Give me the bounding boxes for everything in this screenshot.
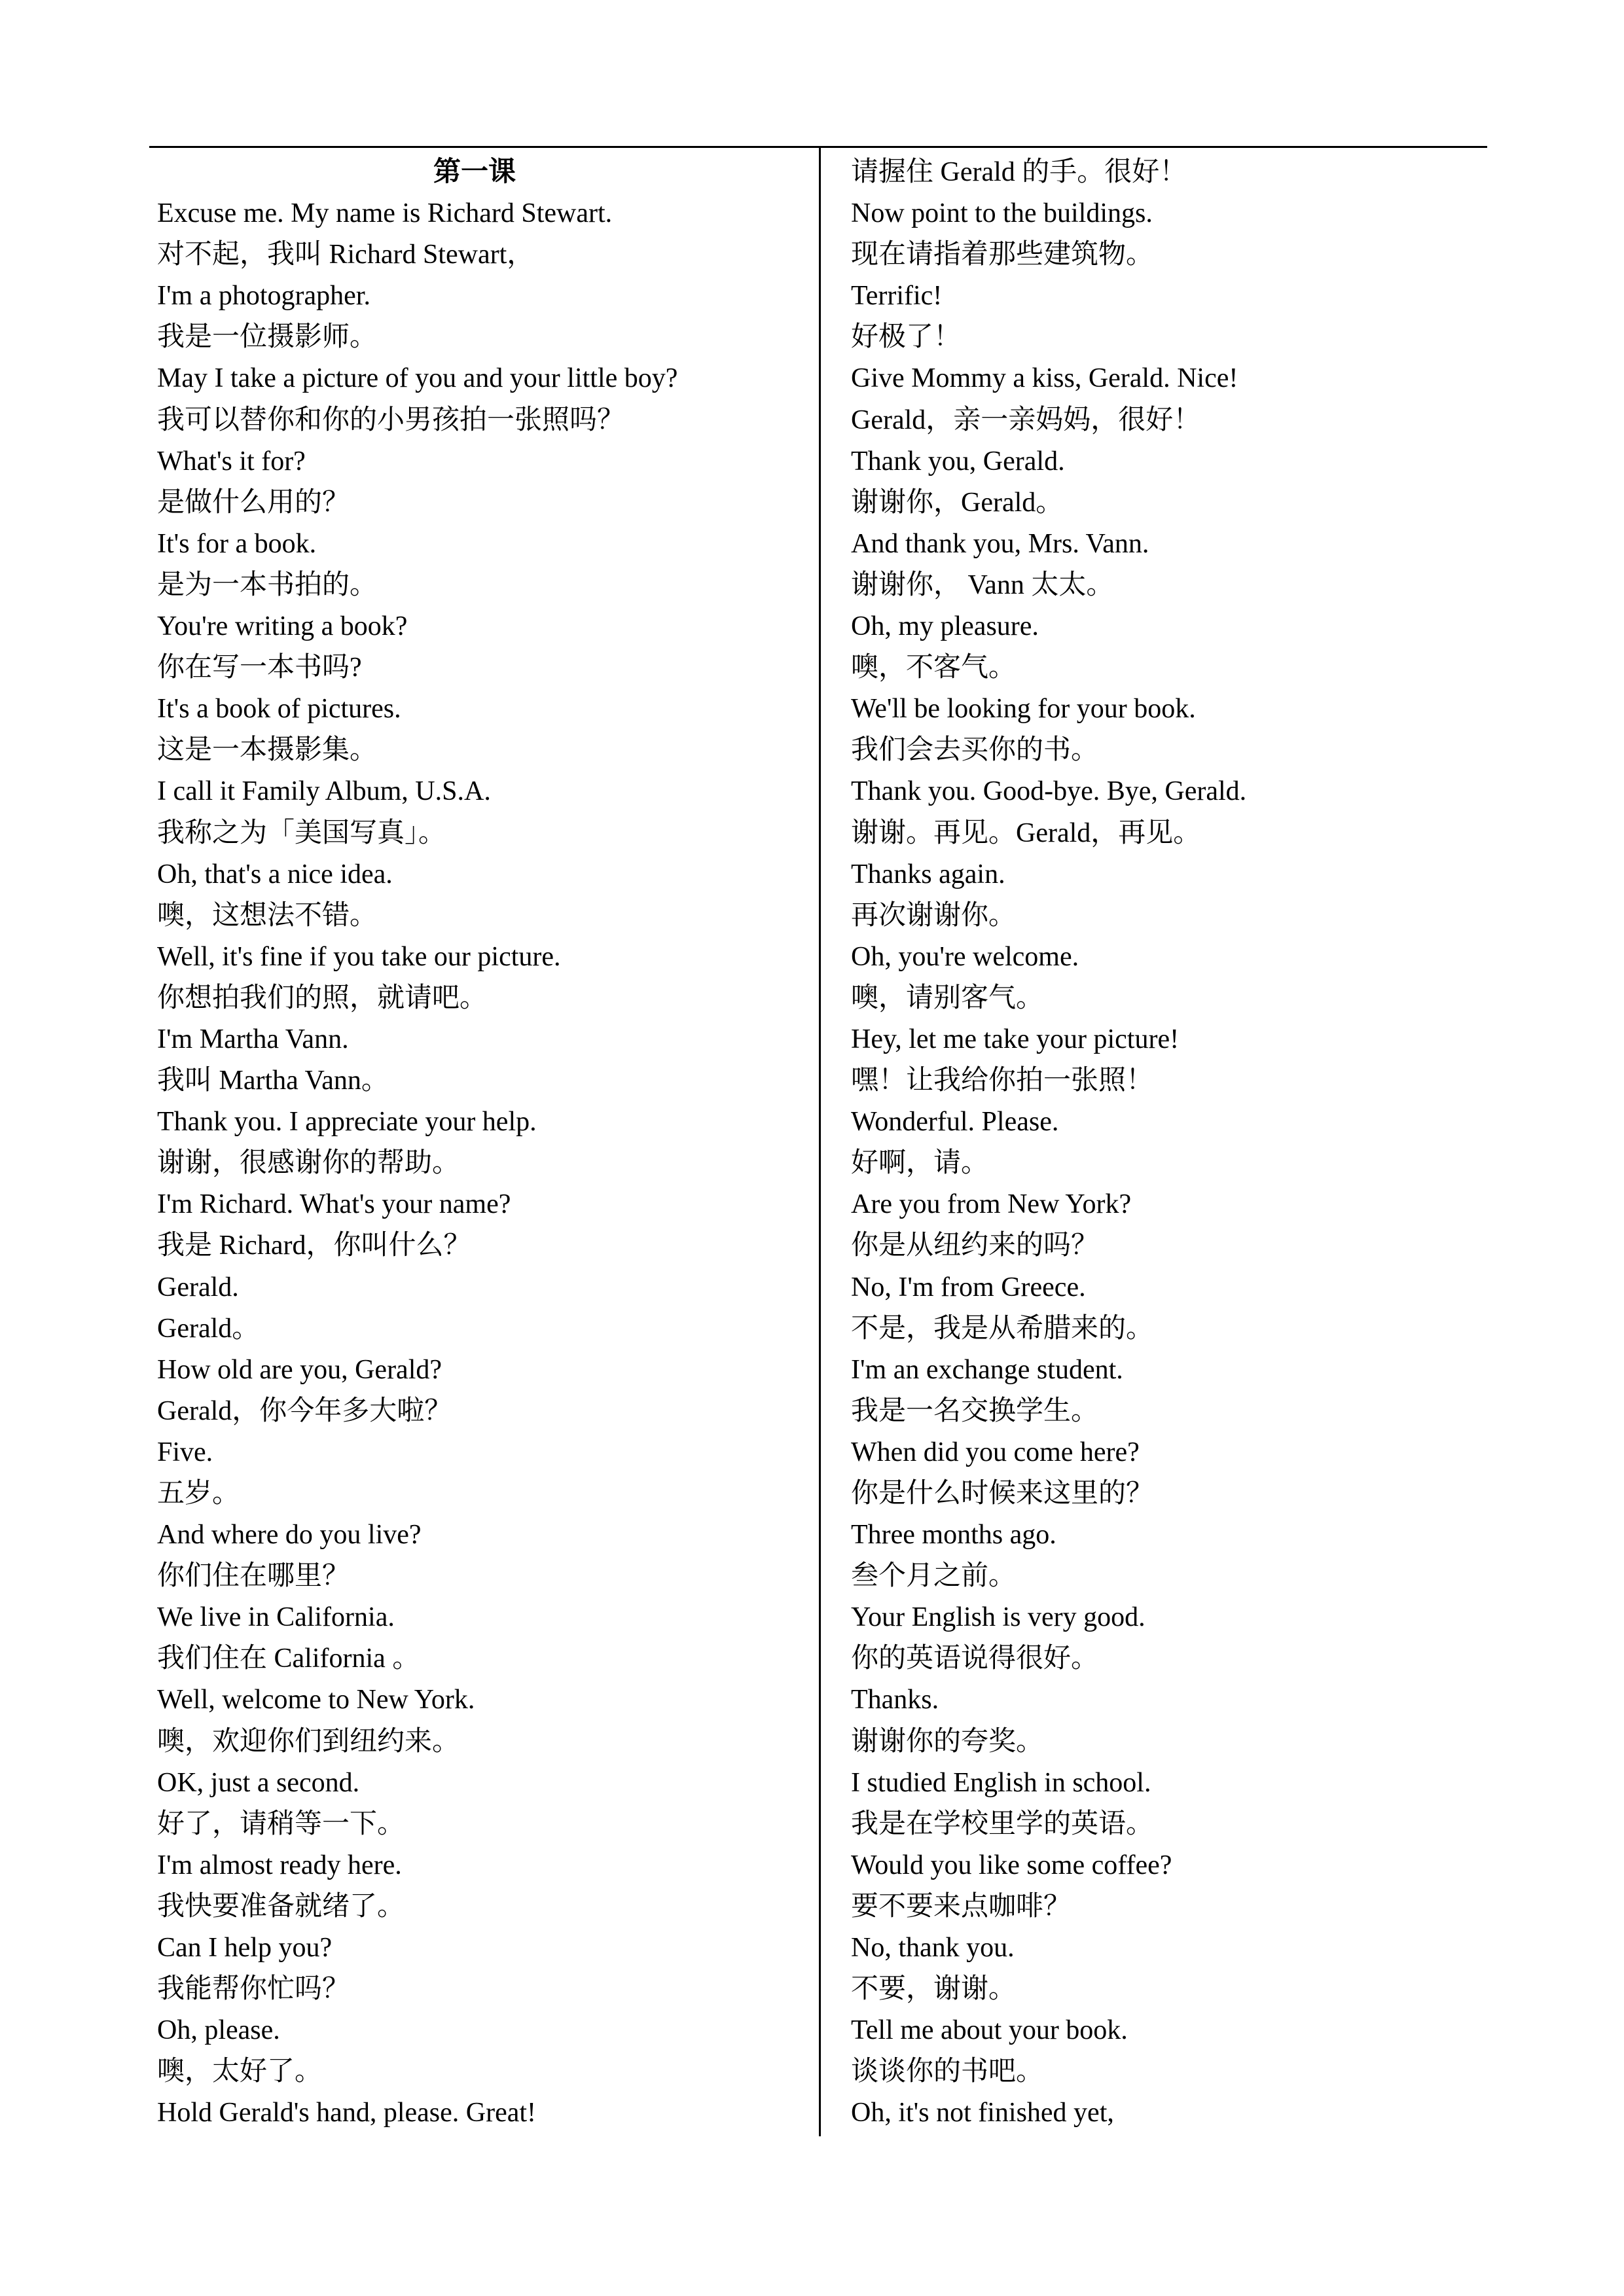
dialogue-line: Well, it's fine if you take our picture. — [157, 941, 561, 972]
dialogue-line: I'm an exchange student. — [851, 1354, 1123, 1385]
dialogue-line: 噢，太好了。 — [157, 2056, 323, 2087]
dialogue-line: 再次谢谢你。 — [851, 900, 1017, 931]
dialogue-line: 我可以替你和你的小男孩拍一张照吗？ — [157, 404, 625, 435]
dialogue-line: 不要，谢谢。 — [851, 1974, 1017, 2005]
dialogue-line: 这是一本摄影集。 — [157, 735, 378, 766]
dialogue-line: 我是一名交换学生。 — [851, 1395, 1099, 1426]
dialogue-line: Thank you, Gerald. — [851, 446, 1065, 476]
dialogue-line: I'm Richard. What's your name? — [157, 1189, 511, 1220]
dialogue-line: Tell me about your book. — [851, 2015, 1128, 2046]
dialogue-line: And thank you, Mrs. Vann. — [851, 528, 1149, 559]
dialogue-line: Gerald. — [157, 1272, 239, 1302]
dialogue-line: 你想拍我们的照，就请吧。 — [157, 982, 488, 1013]
dialogue-line: Well, welcome to New York. — [157, 1685, 475, 1715]
dialogue-line: No, thank you. — [851, 1933, 1015, 1964]
dialogue-line: Give Mommy a kiss, Gerald. Nice! — [851, 363, 1238, 394]
dialogue-line: Three months ago. — [851, 1520, 1056, 1551]
dialogue-line: 好极了！ — [851, 322, 962, 353]
dialogue-line: 叁个月之前。 — [851, 1561, 1017, 1592]
top-rule — [149, 146, 1487, 148]
dialogue-line: When did you come here? — [851, 1437, 1140, 1467]
dialogue-line: 噢，这想法不错。 — [157, 900, 378, 931]
dialogue-line: Gerald，亲一亲妈妈，很好！ — [851, 404, 1201, 435]
dialogue-line: 对不起，我叫 Richard Stewart， — [157, 240, 535, 270]
dialogue-line: 我是在学校里学的英语。 — [851, 1808, 1154, 1839]
dialogue-line: 谢谢你，Gerald。 — [851, 487, 1064, 518]
dialogue-line: 我快要准备就绪了。 — [157, 1891, 405, 1922]
dialogue-line: 我们住在 California 。 — [157, 1643, 420, 1674]
dialogue-line: We live in California. — [157, 1602, 395, 1633]
dialogue-line: Terrific! — [851, 281, 943, 312]
dialogue-line: I'm almost ready here. — [157, 1850, 402, 1880]
dialogue-line: Oh, it's not finished yet, — [851, 2098, 1114, 2128]
dialogue-line: 要不要来点咖啡？ — [851, 1891, 1072, 1922]
dialogue-line: 是为一本书拍的。 — [157, 569, 378, 600]
left-dialogue-lines — [157, 193, 812, 2134]
dialogue-line: Thanks. — [851, 1685, 939, 1715]
dialogue-line: I'm Martha Vann. — [157, 1024, 349, 1054]
dialogue-line: OK, just a second. — [157, 1767, 360, 1798]
dialogue-line: Hold Gerald's hand, please. Great! — [157, 2098, 537, 2128]
dialogue-line: It's for a book. — [157, 528, 317, 559]
dialogue-line: 你的英语说得很好。 — [851, 1643, 1099, 1674]
dialogue-line: 谢谢你的夸奖。 — [851, 1726, 1044, 1757]
dialogue-line: Now point to the buildings. — [851, 198, 1153, 229]
dialogue-line: Would you like some coffee? — [851, 1850, 1172, 1880]
dialogue-line: Can I help you? — [157, 1933, 333, 1964]
dialogue-line: Thanks again. — [851, 859, 1005, 889]
dialogue-line: No, I'm from Greece. — [851, 1272, 1086, 1302]
dialogue-line: Your English is very good. — [851, 1602, 1146, 1633]
dialogue-line: 噢，欢迎你们到纽约来。 — [157, 1726, 460, 1757]
dialogue-line: How old are you, Gerald? — [157, 1354, 442, 1385]
dialogue-line: Gerald，你今年多大啦？ — [157, 1395, 452, 1426]
dialogue-line: 好了，请稍等一下。 — [157, 1808, 405, 1839]
dialogue-line: It's a book of pictures. — [157, 694, 401, 725]
dialogue-line: 噢，不客气。 — [851, 653, 1017, 683]
dialogue-line: 噢，请别客气。 — [851, 982, 1044, 1013]
dialogue-line: 好啊，请。 — [851, 1148, 989, 1179]
dialogue-line: 我们会去买你的书。 — [851, 735, 1099, 766]
dialogue-line: Oh, that's a nice idea. — [157, 859, 393, 889]
lesson-title: 第一课 — [433, 157, 516, 187]
dialogue-line: 谢谢你， Vann 太太。 — [851, 569, 1114, 600]
dialogue-line: 是做什么用的？ — [157, 487, 350, 518]
dialogue-line: 我叫 Martha Vann。 — [157, 1066, 389, 1096]
dialogue-line: Oh, please. — [157, 2015, 280, 2046]
dialogue-line: We'll be looking for your book. — [851, 694, 1196, 725]
right-column — [851, 152, 1479, 2134]
dialogue-line: 谢谢，很感谢你的帮助。 — [157, 1148, 460, 1179]
dialogue-line: 我能帮你忙吗？ — [157, 1974, 350, 2005]
dialogue-line: 我是 Richard，你叫什么？ — [157, 1230, 471, 1261]
dialogue-line: 我是一位摄影师。 — [157, 322, 378, 353]
dialogue-line: Thank you. Good-bye. Bye, Gerald. — [851, 776, 1247, 807]
dialogue-line: Thank you. I appreciate your help. — [157, 1107, 537, 1138]
dialogue-line: Excuse me. My name is Richard Stewart. — [157, 198, 613, 229]
dialogue-line: I'm a photographer. — [157, 281, 370, 312]
dialogue-line: Gerald。 — [157, 1313, 260, 1344]
dialogue-line: 不是，我是从希腊来的。 — [851, 1313, 1154, 1344]
dialogue-line: I call it Family Album, U.S.A. — [157, 776, 491, 807]
dialogue-line: 你是从纽约来的吗？ — [851, 1230, 1099, 1261]
dialogue-line: 你是什么时候来这里的？ — [851, 1479, 1154, 1509]
dialogue-line: Oh, my pleasure. — [851, 611, 1039, 642]
dialogue-line: 五岁。 — [157, 1479, 240, 1509]
dialogue-line: 现在请指着那些建筑物。 — [851, 240, 1154, 270]
dialogue-line: Five. — [157, 1437, 213, 1467]
dialogue-line: 谢谢。再见。Gerald，再见。 — [851, 817, 1201, 848]
dialogue-line: May I take a picture of you and your little boy? — [157, 363, 678, 394]
dialogue-line: Are you from New York? — [851, 1189, 1132, 1220]
dialogue-line: What's it for? — [157, 446, 306, 476]
column-divider — [819, 147, 821, 2136]
dialogue-line: 我称之为「美国写真」。 — [157, 817, 446, 848]
dialogue-line: 嘿！让我给你拍一张照！ — [851, 1066, 1154, 1096]
dialogue-line: 你在写一本书吗? — [157, 653, 362, 683]
dialogue-line: Hey, let me take your picture! — [851, 1024, 1180, 1054]
dialogue-line: Oh, you're welcome. — [851, 941, 1079, 972]
dialogue-line: 谈谈你的书吧。 — [851, 2056, 1044, 2087]
left-column — [157, 152, 812, 2134]
right-dialogue-lines — [851, 152, 1479, 2134]
dialogue-line: You're writing a book? — [157, 611, 408, 642]
dialogue-line: I studied English in school. — [851, 1767, 1151, 1798]
dialogue-line: 请握住 Gerald 的手。很好！ — [851, 157, 1187, 187]
dialogue-line: 你们住在哪里？ — [157, 1561, 350, 1592]
dialogue-line: And where do you live? — [157, 1520, 422, 1551]
dialogue-line: Wonderful. Please. — [851, 1107, 1059, 1138]
